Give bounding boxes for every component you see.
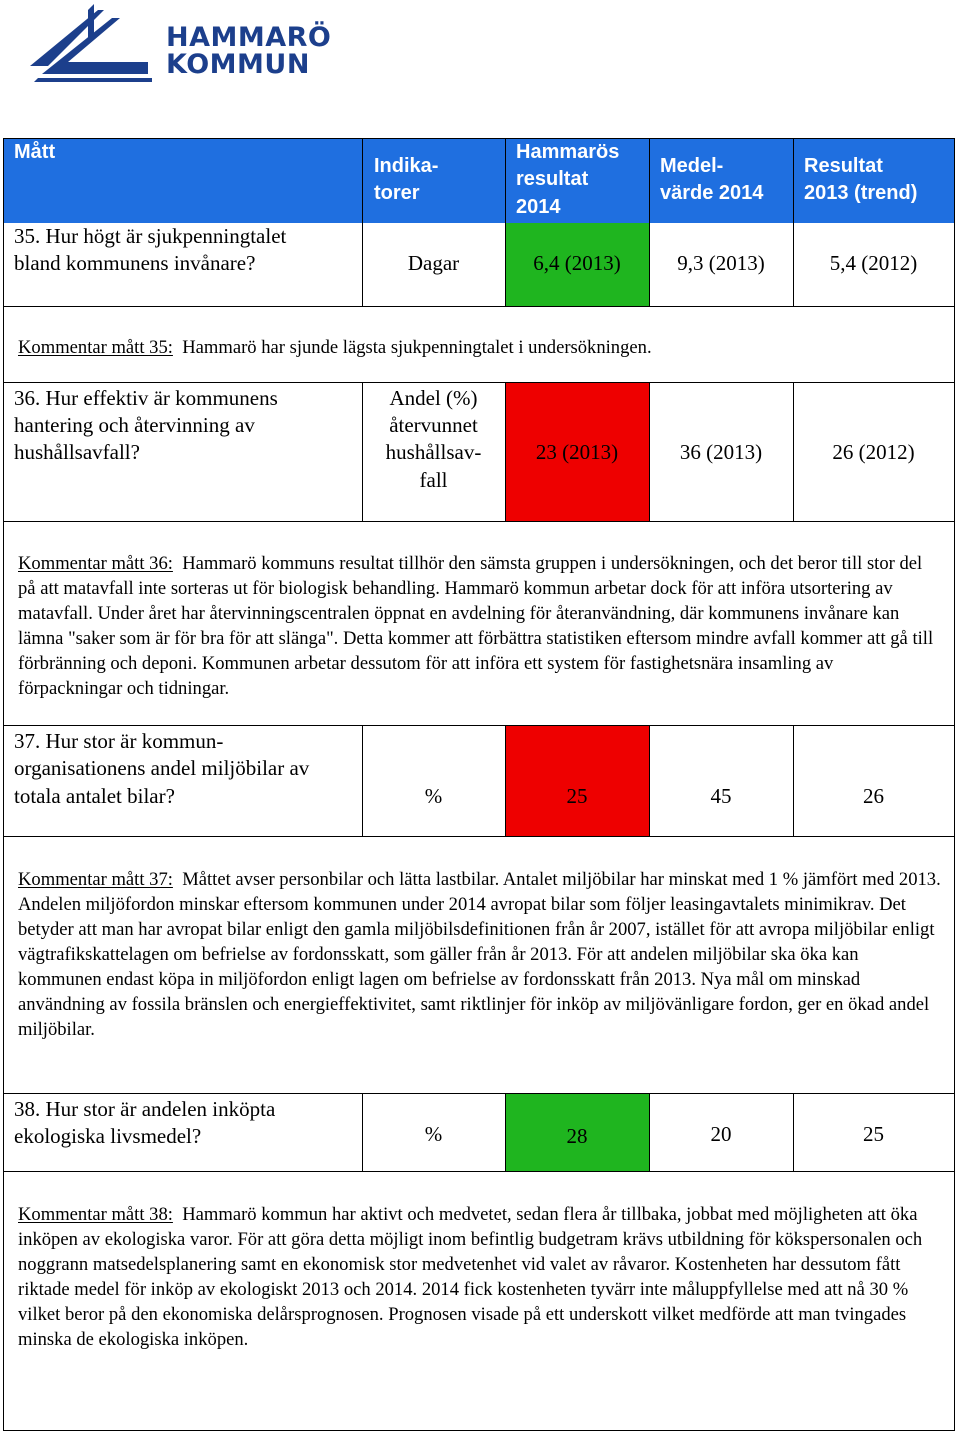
grid-line	[649, 1093, 650, 1171]
row-38-comment	[18, 1202, 942, 1352]
header-col3-line1: Hammarös	[516, 141, 620, 163]
header-col2-line2: torer	[374, 182, 420, 204]
grid-line	[4, 382, 954, 383]
header-col3-line3: 2014	[516, 196, 561, 218]
row-36-indicator-line3: hushållsav-	[385, 440, 482, 464]
grid-line	[505, 382, 506, 521]
grid-line	[4, 306, 954, 307]
grid-line	[362, 382, 363, 521]
grid-line	[649, 139, 650, 306]
row-37-average: 45	[710, 784, 732, 808]
grid-line	[793, 725, 794, 836]
grid-line	[4, 1171, 954, 1172]
grid-line	[505, 1093, 506, 1171]
row-38-comment-text: Hammarö kommun har aktivt och medvetet, sedan flera år tillbaka, jobbat med möjligheten att öka inköpen av ekologiska varor. För att göra detta möjligt inom befintlig budgetram krävs utbildning för kökspersonalen och noggrann matsedelsplanering samt en ekonomisk stor medvetenhet vid valet av råvaror. Kostenheten har dessutom fått riktade medel för inköp av ekologiskt 2013 och 2014. 2014 fick kostenheten tyvärr inte måluppfyllelse med att nå 30 % vilket beror på den ekonomiska delårsprognosen. Prognosen visade på ett underskott vilket medförde att man tvingades minska de ekologiska inköpen.	[18, 1204, 923, 1350]
row-36-indicator-line4: fall	[419, 468, 448, 492]
row-38-question-line1: 38. Hur stor är andelen inköpta	[14, 1097, 276, 1121]
row-38-average: 20	[710, 1122, 732, 1146]
grid-line	[4, 1093, 954, 1094]
row-38-result: 28	[566, 1124, 588, 1148]
row-36-indicator-line1: Andel (%)	[389, 386, 478, 410]
row-35-question-line1: 35. Hur högt är sjukpenningtalet	[14, 224, 287, 248]
grid-line	[4, 521, 954, 522]
result-37-fill	[505, 726, 649, 836]
grid-line	[4, 725, 954, 726]
row-37-comment	[18, 867, 942, 1042]
header-col5-line1: Resultat	[804, 155, 883, 177]
grid-line	[505, 725, 506, 836]
logo-line-2: KOMMUN	[166, 49, 310, 80]
header-col5-line2: 2013 (trend)	[804, 182, 918, 204]
grid-line	[505, 139, 506, 306]
row-35-comment-text: Hammarö har sjunde lägsta sjukpenningtalet i undersökningen.	[182, 337, 652, 358]
header-col1-text: Mått	[14, 141, 56, 163]
row-35-comment	[18, 335, 942, 360]
header-mått	[4, 139, 362, 223]
row-37-question-line2: organisationens andel miljöbilar av	[14, 756, 310, 780]
header-col2-line1: Indika-	[374, 155, 439, 177]
grid-line	[649, 382, 650, 521]
row-38-question-line2: ekologiska livsmedel?	[14, 1124, 202, 1148]
row-35-average: 9,3 (2013)	[677, 251, 765, 275]
header-col4-line2: värde 2014	[660, 182, 764, 204]
row-37-indicator: %	[424, 784, 443, 808]
measures-table	[3, 138, 955, 1431]
logo-line-1: HAMMARÖ	[166, 22, 332, 53]
row-36-comment-label: Kommentar mått 36:	[18, 553, 173, 574]
row-36-comment	[18, 551, 942, 701]
hammaro-kommun-logo	[28, 4, 332, 84]
header-col3-line2: resultat	[516, 168, 589, 190]
grid-line	[793, 139, 794, 306]
row-37-question-line3: totala antalet bilar?	[14, 784, 175, 808]
header-col4-line1: Medel-	[660, 155, 724, 177]
row-38-comment-label: Kommentar mått 38:	[18, 1204, 173, 1225]
grid-line	[649, 725, 650, 836]
row-36-trend: 26 (2012)	[832, 440, 915, 464]
row-36-question-line3: hushållsavfall?	[14, 440, 140, 464]
row-36-average: 36 (2013)	[679, 440, 763, 464]
row-35-result: 6,4 (2013)	[533, 251, 621, 275]
grid-line	[362, 139, 363, 306]
row-35-trend: 5,4 (2012)	[829, 251, 918, 275]
row-38-indicator: %	[424, 1122, 443, 1146]
row-36-question-line1: 36. Hur effektiv är kommunens	[14, 386, 278, 410]
row-38-trend: 25	[863, 1122, 884, 1146]
grid-line	[4, 836, 954, 837]
logo-emblem-icon	[28, 4, 158, 84]
row-35-question-line2: bland kommunens invånare?	[14, 251, 256, 275]
row-37-question-line1: 37. Hur stor är kommun-	[14, 729, 224, 753]
grid-line	[793, 1093, 794, 1171]
row-37-comment-label: Kommentar mått 37:	[18, 869, 173, 890]
row-36-indicator-line2: återvunnet	[389, 413, 478, 437]
row-37-result: 25	[566, 784, 588, 808]
grid-line	[793, 382, 794, 521]
row-36-comment-text: Hammarö kommuns resultat tillhör den sämsta gruppen i undersökningen, och det beror till stor del på att matavfall inte sorteras ut för biologisk behandling. Hammarö kommun arbetar dock för att införa utsortering av matavfall. Under året har återvinningscentralen öppnat en avdelning för återanvändning, där kommunens invånare kan lämna "saker som är för bra för att slänga". Detta kommer att förbättra statistiken eftersom mindre avfall kommer att gå till förbränning och deponi. Kommunen arbetar dessutom för att införa ett system för fastighetsnära insamling av förpackningar och tidningar.	[18, 553, 934, 699]
row-37-trend: 26	[863, 784, 884, 808]
row-35-comment-label: Kommentar mått 35:	[18, 337, 173, 358]
row-36-question-line2: hantering och återvinning av	[14, 413, 255, 437]
row-37-comment-text: Måttet avser personbilar och lätta lastbilar. Antalet miljöbilar har minskat med 1 % jämfört med 2013. Andelen miljöfordon minskar eftersom kommunen under 2014 avropat bilar som följer leasingavtalets minimikrav. Det betyder att man har avropat bilar enligt den gamla miljöbilsdefinitionen från år 2007, istället för att avropa miljöbilar enligt vägtrafikskattelagen om befrielse av fordonsskatt, som gäller från år 2013. För att andelen miljöbilar ska öka kan kommunen endast köpa in miljöfordon enligt lagen om befrielse av fordonsskatt från 2013. Nya mål om minskad användning av fossila bränslen och energieffektivitet, samt riktlinjer för inköp av miljövänligare fordon, ger en ökad andel miljöbilar.	[18, 869, 941, 1040]
grid-line	[362, 1093, 363, 1171]
row-35-indicator: Dagar	[407, 251, 460, 275]
row-36-result: 23 (2013)	[535, 440, 619, 464]
grid-line	[362, 725, 363, 836]
